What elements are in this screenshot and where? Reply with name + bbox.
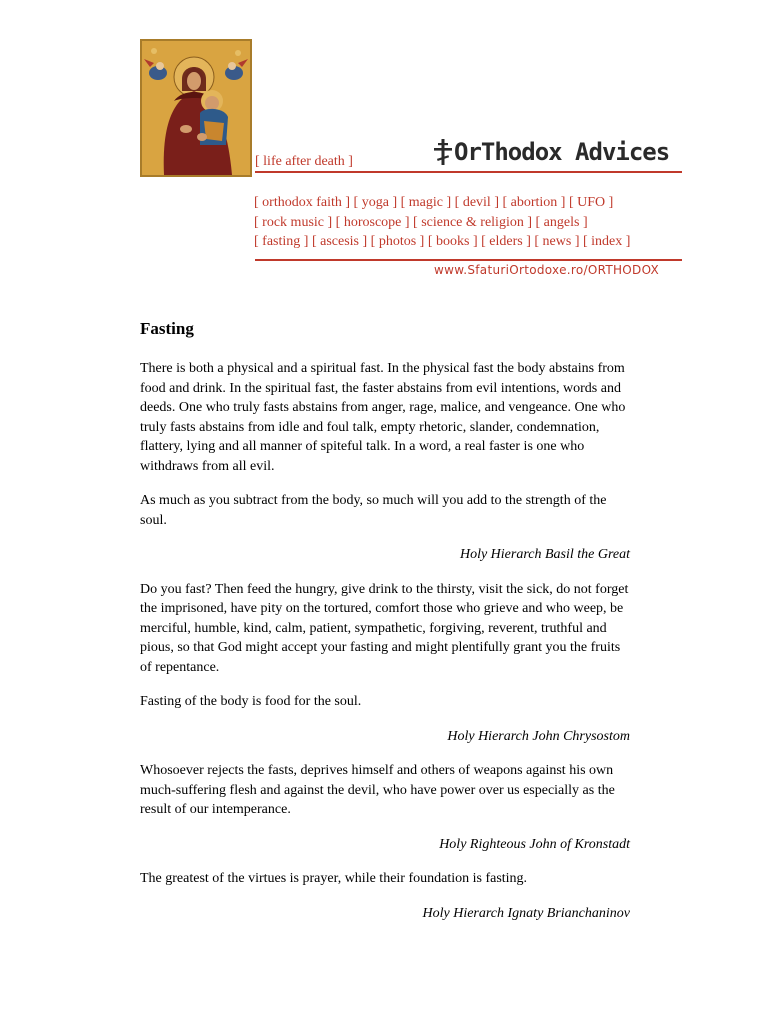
nav-link-horoscope[interactable]: horoscope bbox=[343, 214, 402, 230]
nav-link-science-religion[interactable]: science & religion bbox=[421, 214, 524, 230]
attribution-chrysostom: Holy Hierarch John Chrysostom bbox=[447, 728, 630, 744]
header-divider bbox=[255, 171, 682, 173]
nav-link-ufo[interactable]: UFO bbox=[577, 195, 606, 210]
nav-link-rock-music[interactable]: rock music bbox=[262, 214, 324, 230]
attribution-kronstadt: Holy Righteous John of Kronstadt bbox=[439, 836, 630, 852]
brand-title: OrThodox Advices bbox=[454, 138, 670, 166]
orthodox-icon-image bbox=[140, 39, 252, 177]
paragraph-subtract-body: As much as you subtract from the body, so much will you add to the strength of the soul. bbox=[140, 493, 607, 528]
life-after-death-link[interactable]: [ life after death ] bbox=[255, 154, 353, 169]
theotokos-icon bbox=[142, 41, 250, 175]
brand-logo bbox=[432, 138, 669, 166]
nav-link-yoga[interactable]: yoga bbox=[361, 195, 389, 210]
paragraph-food-for-soul: Fasting of the body is food for the soul. bbox=[140, 694, 362, 709]
nav-link-orthodox-faith[interactable]: orthodox faith bbox=[262, 195, 342, 210]
site-url-link[interactable]: www.SfaturiOrtodoxe.ro/ORTHODOX bbox=[434, 263, 660, 277]
paragraph-feed-hungry: Do you fast? Then feed the hungry, give drink to the thirsty, visit the sick, do not forget the imprisoned, have pity on the tortured, comfort those who grieve and who weep, be merciful, humble, kind, calm, patient, sympathetic, forgiving, reverent, truthful and pious, so that God might accept your fasting and might plentifully grant you the fruits of repentance. bbox=[140, 581, 629, 675]
nav-row-1: [ orthodox faith ] [ yoga ] [ magic ] [ devil ] [ abortion ] [ UFO ] bbox=[254, 195, 614, 210]
nav-link-books[interactable]: books bbox=[436, 234, 470, 249]
nav-link-photos[interactable]: photos bbox=[378, 234, 417, 249]
paragraph-rejects-fasts: Whosoever rejects the fasts, deprives himself and others of weapons against his own much-suffering flesh and against the devil, who have power over us especially as the result of our intemperance. bbox=[140, 763, 615, 817]
attribution-basil: Holy Hierarch Basil the Great bbox=[459, 547, 630, 562]
nav-link-fasting[interactable]: fasting bbox=[262, 234, 301, 249]
attribution-brianchaninov: Holy Hierarch Ignaty Brianchaninov bbox=[422, 905, 630, 921]
nav-link-devil[interactable]: devil bbox=[462, 195, 491, 210]
nav-link-index[interactable]: index bbox=[591, 234, 623, 249]
orthodox-cross-icon bbox=[432, 138, 454, 166]
main-nav bbox=[254, 193, 694, 252]
nav-row-2: [ rock music ] [ horoscope ] [ science & religion ] [ angels ] bbox=[254, 214, 588, 230]
nav-link-ascesis[interactable]: ascesis bbox=[320, 234, 359, 249]
nav-link-magic[interactable]: magic bbox=[408, 195, 443, 210]
nav-row-3: [ fasting ] [ ascesis ] [ photos ] [ books ] [ elders ] [ news ] [ index ] bbox=[254, 234, 631, 249]
article-body bbox=[140, 359, 630, 938]
paragraph-greatest-virtue: The greatest of the virtues is prayer, while their foundation is fasting. bbox=[140, 871, 528, 886]
nav-link-news[interactable]: news bbox=[542, 234, 572, 249]
nav-link-elders[interactable]: elders bbox=[489, 234, 523, 249]
nav-divider bbox=[255, 259, 682, 261]
page-title: Fasting bbox=[140, 319, 194, 338]
nav-link-angels[interactable]: angels bbox=[543, 214, 580, 230]
paragraph-spiritual-fast: There is both a physical and a spiritual fast. In the physical fast the body abstains from food and drink. In the spiritual fast, the faster abstains from evil intentions, words and deeds. One who truly fasts abstains from anger, rage, malice, and vengeance. One who truly fasts abstains from idle and foul talk, empty rhetoric, slander, condemnation, flattery, lying and all manner of spiteful talk. In a word, a real faster is one who withdraws from all evil. bbox=[140, 361, 626, 474]
nav-link-abortion[interactable]: abortion bbox=[510, 195, 558, 210]
